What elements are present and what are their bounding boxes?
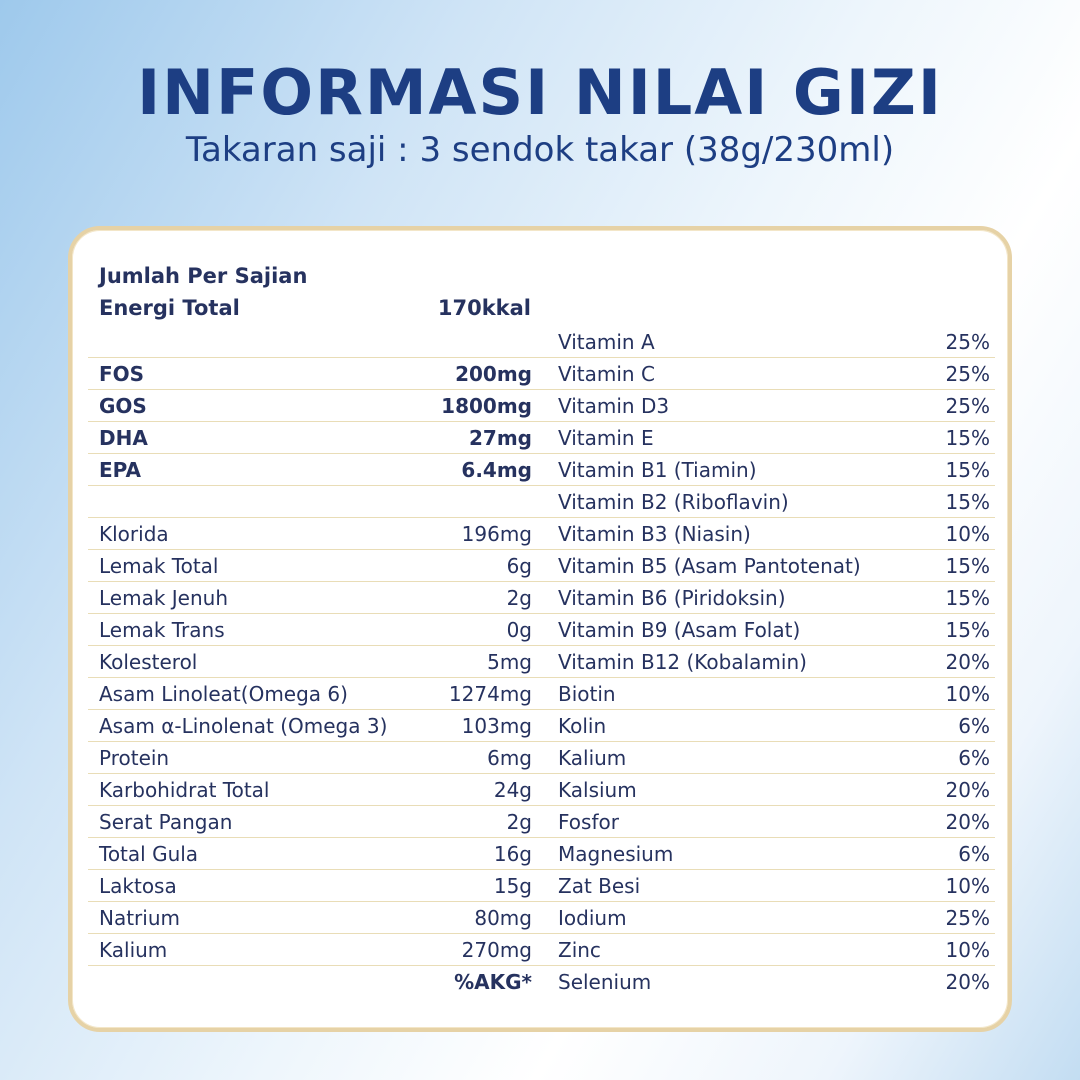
akg-percent: 15% <box>945 426 990 450</box>
table-row <box>88 550 995 582</box>
nutrient-amount: 1274mg <box>448 682 532 706</box>
table-row <box>88 678 995 710</box>
nutrient-amount: 200mg <box>455 362 532 386</box>
nutrient-amount: 2g <box>506 586 532 610</box>
table-row <box>88 454 995 486</box>
akg-percent: 20% <box>945 650 990 674</box>
table-row <box>88 518 995 550</box>
vitamin-mineral-name: Selenium <box>558 970 652 994</box>
nutrient-name: DHA <box>99 426 148 450</box>
nutrition-table <box>88 326 995 997</box>
akg-percent: 25% <box>945 394 990 418</box>
nutrient-name: Lemak Jenuh <box>99 586 229 610</box>
table-row <box>88 326 995 358</box>
table-row <box>88 870 995 902</box>
vitamin-mineral-name: Vitamin B2 (Riboflavin) <box>558 490 789 514</box>
vitamin-mineral-name: Vitamin C <box>558 362 655 386</box>
energy-label: Energi Total <box>99 296 240 320</box>
nutrient-name: GOS <box>99 394 147 418</box>
nutrient-amount: 80mg <box>474 906 532 930</box>
nutrient-name: Lemak Trans <box>99 618 225 642</box>
nutrient-amount: 270mg <box>461 938 532 962</box>
akg-label: %AKG* <box>454 970 532 994</box>
vitamin-mineral-name: Magnesium <box>558 842 674 866</box>
nutrient-name: Asam Linoleat(Omega 6) <box>99 682 348 706</box>
energy-value: 170kkal <box>437 296 531 320</box>
table-row <box>88 614 995 646</box>
akg-percent: 10% <box>945 682 990 706</box>
table-row <box>88 582 995 614</box>
nutrient-name: Asam α-Linolenat (Omega 3) <box>99 714 388 738</box>
vitamin-mineral-name: Vitamin B3 (Niasin) <box>558 522 751 546</box>
nutrient-amount: 24g <box>493 778 532 802</box>
table-row <box>88 390 995 422</box>
page-title: INFORMASI NILAI GIZI <box>137 56 943 129</box>
vitamin-mineral-name: Vitamin B1 (Tiamin) <box>558 458 757 482</box>
akg-percent: 10% <box>945 874 990 898</box>
table-row <box>88 806 995 838</box>
akg-percent: 10% <box>945 522 990 546</box>
nutrient-amount: 27mg <box>469 426 532 450</box>
akg-percent: 20% <box>945 778 990 802</box>
akg-percent: 25% <box>945 330 990 354</box>
akg-percent: 6% <box>958 714 990 738</box>
nutrient-name: Protein <box>99 746 170 770</box>
nutrient-name: Karbohidrat Total <box>99 778 270 802</box>
vitamin-mineral-name: Biotin <box>558 682 616 706</box>
akg-percent: 15% <box>945 618 990 642</box>
nutrient-name: Lemak Total <box>99 554 219 578</box>
nutrient-name: EPA <box>99 458 141 482</box>
vitamin-mineral-name: Kalium <box>558 746 627 770</box>
nutrient-amount: 6g <box>506 554 532 578</box>
table-row <box>88 902 995 934</box>
table-row <box>88 422 995 454</box>
akg-percent: 15% <box>945 586 990 610</box>
vitamin-mineral-name: Iodium <box>558 906 627 930</box>
nutrient-name: Kolesterol <box>99 650 198 674</box>
vitamin-mineral-name: Kolin <box>558 714 607 738</box>
vitamin-mineral-name: Vitamin B5 (Asam Pantotenat) <box>558 554 861 578</box>
nutrient-amount: 196mg <box>461 522 532 546</box>
nutrient-name: FOS <box>99 362 145 386</box>
serving-label: Jumlah Per Sajian <box>99 264 308 288</box>
vitamin-mineral-name: Zinc <box>558 938 601 962</box>
akg-percent: 6% <box>958 746 990 770</box>
akg-percent: 20% <box>945 970 990 994</box>
energy-row <box>99 292 539 324</box>
nutrient-name: Kalium <box>99 938 168 962</box>
nutrient-name: Klorida <box>99 522 169 546</box>
table-row <box>88 966 995 997</box>
vitamin-mineral-name: Vitamin D3 <box>558 394 670 418</box>
akg-percent: 25% <box>945 362 990 386</box>
nutrient-name: Serat Pangan <box>99 810 233 834</box>
vitamin-mineral-name: Vitamin B6 (Piridoksin) <box>558 586 786 610</box>
nutrient-amount: 15g <box>493 874 532 898</box>
nutrient-amount: 5mg <box>487 650 532 674</box>
akg-percent: 6% <box>958 842 990 866</box>
vitamin-mineral-name: Kalsium <box>558 778 637 802</box>
table-row <box>88 742 995 774</box>
nutrient-amount: 6.4mg <box>461 458 532 482</box>
nutrient-amount: 2g <box>506 810 532 834</box>
akg-percent: 15% <box>945 490 990 514</box>
table-row <box>88 774 995 806</box>
akg-percent: 15% <box>945 458 990 482</box>
table-row <box>88 710 995 742</box>
table-row <box>88 646 995 678</box>
vitamin-mineral-name: Vitamin B9 (Asam Folat) <box>558 618 801 642</box>
nutrient-name: Natrium <box>99 906 180 930</box>
table-row <box>88 486 995 518</box>
nutrient-amount: 0g <box>506 618 532 642</box>
table-row <box>88 838 995 870</box>
nutrient-name: Total Gula <box>99 842 199 866</box>
table-row <box>88 358 995 390</box>
akg-percent: 10% <box>945 938 990 962</box>
nutrient-amount: 6mg <box>487 746 532 770</box>
vitamin-mineral-name: Vitamin A <box>558 330 655 354</box>
akg-percent: 20% <box>945 810 990 834</box>
nutrient-amount: 103mg <box>461 714 532 738</box>
vitamin-mineral-name: Vitamin E <box>558 426 654 450</box>
nutrient-amount: 1800mg <box>441 394 532 418</box>
vitamin-mineral-name: Zat Besi <box>558 874 641 898</box>
nutrient-name: Laktosa <box>99 874 177 898</box>
akg-percent: 25% <box>945 906 990 930</box>
vitamin-mineral-name: Vitamin B12 (Kobalamin) <box>558 650 807 674</box>
serving-size-subtitle: Takaran saji : 3 sendok takar (38g/230ml) <box>185 130 895 170</box>
table-row <box>88 934 995 966</box>
nutrient-amount: 16g <box>493 842 532 866</box>
vitamin-mineral-name: Fosfor <box>558 810 619 834</box>
akg-percent: 15% <box>945 554 990 578</box>
